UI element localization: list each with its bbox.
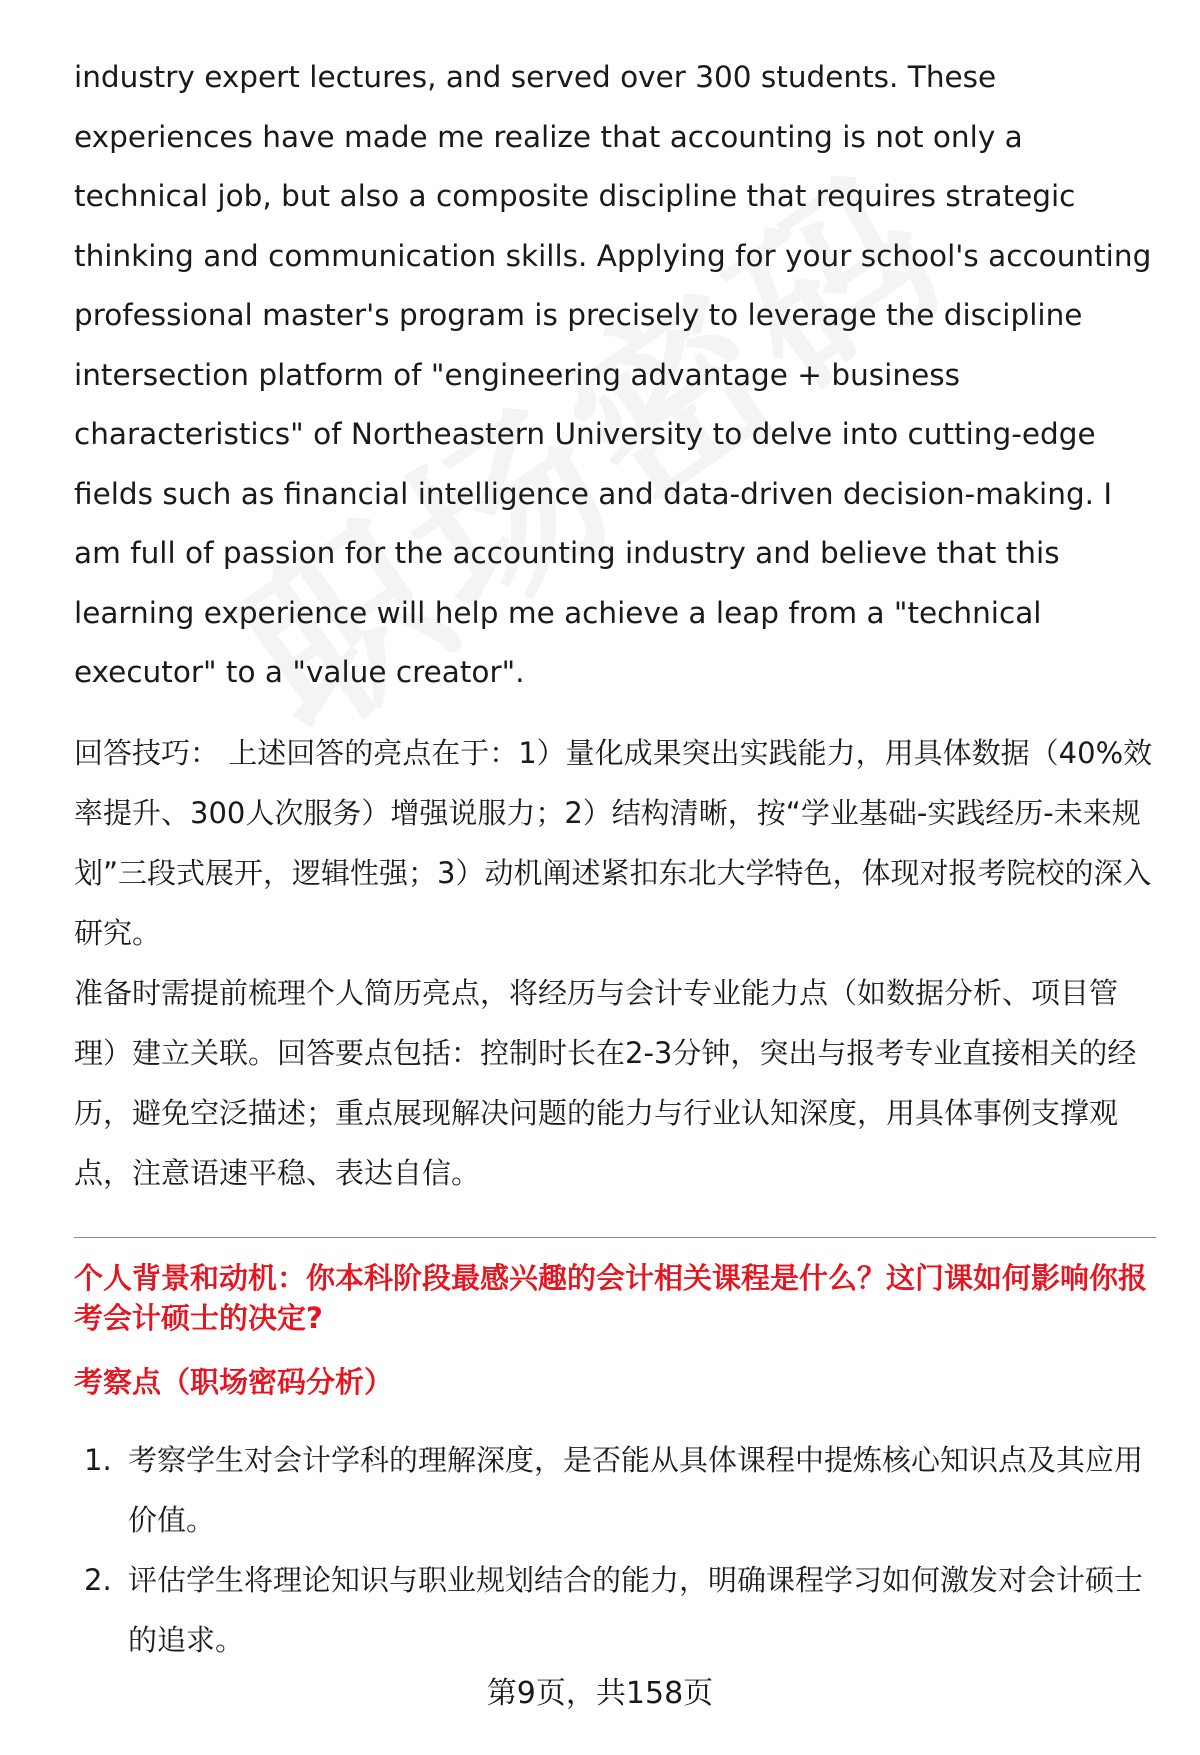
list-item [74, 1430, 1156, 1550]
preparation-paragraph: 准备时需提前梳理个人简历亮点，将经历与会计专业能力点（如数据分析、项目管理）建立关联。回答要点包括：控制时长在2-3分钟，突出与报考专业直接相关的经历，避免空泛描述；重点展现解决问题的能力与行业认知深度，用具体事例支撑观点，注意语速平稳、表达自信。 [74, 975, 1137, 1190]
english-answer-paragraph: industry expert lectures, and served over 300 students. These experiences have made me realize that accounting is not only a technical job, but also a composite discipline that requires strategic thinking and communication skills. Applying for your school's accounting professional master's program is precisely to leverage the discipline intersection platform of "engineering advantage + business characteristics" of Northeastern University to delve into cutting-edge fields such as financial intelligence and data-driven decision-making. I am full of passion for the accounting industry and believe that this learning experience will help me achieve a leap from a "technical executor" to a "value creator". [74, 60, 1152, 689]
list-item-text: 评估学生将理论知识与职业规划结合的能力，明确课程学习如何激发对会计硕士的追求。 [128, 1562, 1144, 1657]
list-item-text: 考察学生对会计学科的理解深度，是否能从具体课程中提炼核心知识点及其应用价值。 [128, 1442, 1144, 1537]
assessment-heading: 考察点（职场密码分析） [74, 1364, 394, 1399]
interview-question: 个人背景和动机：你本科阶段最感兴趣的会计相关课程是什么？这门课如何影响你报考会计硕士的决定? [74, 1260, 1148, 1335]
section-divider [74, 1237, 1156, 1238]
list-item [74, 1550, 1156, 1670]
page-number-footer: 第9页，共158页 [486, 1676, 714, 1711]
list-item-number: 2. [84, 1562, 112, 1597]
document-body [74, 48, 1156, 1670]
list-item-number: 1. [84, 1442, 112, 1477]
assessment-points-list [74, 1430, 1156, 1670]
answer-tips-paragraph: 回答技巧： 上述回答的亮点在于：1）量化成果突出实践能力，用具体数据（40%效率提升、300人次服务）增强说服力；2）结构清晰，按“学业基础-实践经历-未来规划”三段式展开，逻辑性强；3）动机阐述紧扣东北大学特色，体现对报考院校的深入研究。 [74, 735, 1153, 950]
